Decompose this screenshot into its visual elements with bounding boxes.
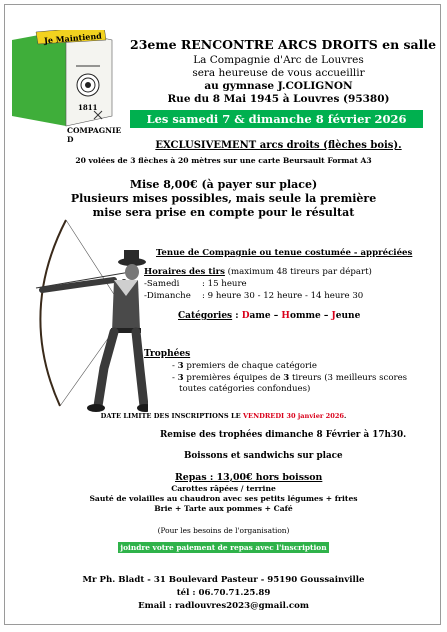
schedule-note: (maximum 48 tireurs par départ) <box>224 267 372 277</box>
meal-line-2: Sauté de volailles au chaudron avec ses petits légumes + frites <box>89 494 358 503</box>
trophy-2-text-b: tireurs (3 meilleurs scores <box>289 373 408 383</box>
organisation-note: (Pour les besoins de l'organisation) <box>157 526 290 535</box>
saturday-label: -Samedi <box>144 279 180 289</box>
category-homme-rest: omme <box>289 311 321 321</box>
bullet-1: - <box>172 361 178 371</box>
organisation-highlight-row <box>0 535 447 554</box>
volleys-info: 20 volées de 3 flèches à 20 mètres sur une carte Beursault Format A3 <box>75 156 372 165</box>
archer-illustration <box>14 218 148 414</box>
exclusive-notice: EXCLUSIVEMENT arcs droits (flèches bois). <box>155 140 402 151</box>
schedule-saturday <box>144 279 247 289</box>
bullet-2: - <box>172 373 178 383</box>
club-logo <box>8 30 122 144</box>
deadline-end: . <box>344 412 347 420</box>
meal-title: Repas : 13,00€ hors boisson <box>175 472 323 483</box>
deadline-date: VENDREDI 30 janvier 2026 <box>242 412 345 420</box>
contact-address: Mr Ph. Bladt - 31 Boulevard Pasteur - 95190 Goussainville <box>82 575 365 585</box>
logo-shield-graphic <box>8 30 116 134</box>
category-dame-rest: ame <box>249 311 271 321</box>
dress-code: Tenue de Compagnie ou tenue costumée - appréciées <box>156 248 413 258</box>
trophies-title: Trophées <box>144 349 191 359</box>
category-d-initial: D <box>241 311 250 321</box>
dates-banner: Les samedi 7 & dimanche 8 février 2026 <box>146 112 407 126</box>
trophy-1-text: premiers de chaque catégorie <box>183 361 318 371</box>
schedule-sunday <box>144 291 363 301</box>
categories-label: Catégories <box>178 311 233 321</box>
category-jeune-rest: eune <box>335 311 361 321</box>
trophy-2-text-a: premières équipes de <box>183 373 284 383</box>
trophy-item-2 <box>172 373 407 383</box>
trophy-ceremony: Remise des trophées dimanche 8 Février à 17h30. <box>160 430 407 440</box>
category-h-initial: H <box>281 311 290 321</box>
schedule-header <box>144 267 372 277</box>
meal-line-1: Carottes râpées / terrine <box>171 484 276 493</box>
mise-line-2: Plusieurs mises possibles, mais seule la première <box>70 192 377 205</box>
event-title: 23eme RENCONTRE ARCS DROITS en salle <box>130 37 437 52</box>
category-dash-2: – <box>320 311 332 321</box>
drinks-sandwiches: Boissons et sandwichs sur place <box>184 451 343 461</box>
logo-banner-text: Je Maintiend <box>43 30 103 46</box>
trophy-item-1 <box>172 361 317 371</box>
trophy-2-number: 3 <box>177 373 184 383</box>
trophy-2-number-2: 3 <box>283 373 290 383</box>
mise-line-1: Mise 8,00€ (à payer sur place) <box>129 178 318 191</box>
logo-company-text: COMPAGNIE D <box>67 126 122 144</box>
sunday-time: : 9 heure 30 - 12 heure - 14 heure 30 <box>202 291 364 301</box>
trophy-2-text-c: toutes catégories confondues) <box>179 384 311 394</box>
category-j-initial: J <box>331 311 336 321</box>
header-line-1: La Compagnie d'Arc de Louvres <box>193 54 364 66</box>
mise-line-3: mise sera prise en compte pour le résultat <box>92 206 355 219</box>
deadline-text: DATE LIMITE DES INSCRIPTIONS LE <box>100 412 243 420</box>
schedule-title: Horaires des tirs <box>144 267 225 277</box>
categories-separator: : <box>232 311 242 321</box>
saturday-time: : 15 heure <box>202 279 247 289</box>
logo-year: 1811 <box>78 103 98 112</box>
trophy-1-number: 3 <box>177 361 184 371</box>
venue-address: Rue du 8 Mai 1945 à Louvres (95380) <box>167 93 390 105</box>
sunday-label: -Dimanche <box>144 291 191 301</box>
venue-name: au gymnase J.COLIGNON <box>204 80 353 92</box>
contact-phone: tél : 06.70.71.25.89 <box>176 588 271 598</box>
category-dash-1: – <box>270 311 282 321</box>
meal-line-3: Brie + Tarte aux pommes + Café <box>154 504 293 513</box>
categories-line <box>178 311 360 321</box>
contact-email[interactable]: Email : radlouvres2023@gmail.com <box>138 601 309 611</box>
header-line-2: sera heureuse de vous accueillir <box>192 67 365 79</box>
payment-instruction: joindre votre paiement de repas avec l'inscription <box>120 543 327 552</box>
registration-deadline <box>0 412 447 420</box>
